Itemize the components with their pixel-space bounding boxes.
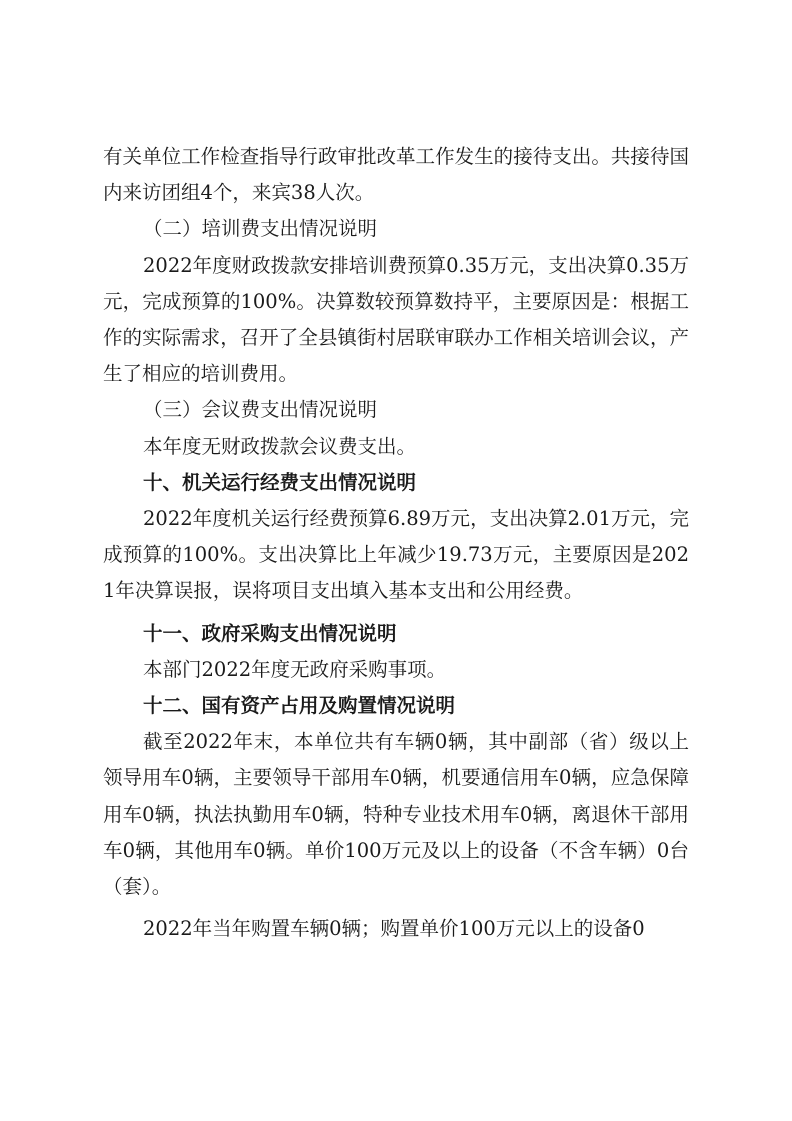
heading-section-11: 十一、政府采购支出情况说明 [143,621,397,645]
paragraph-section-12-vehicles: 截至2022年末，本单位共有车辆0辆，其中副部（省）级以上领导用车0辆，主要领导干部用车0辆，机要通信用车0辆，应急保障用车0辆，执法执勤用车0辆，特种专业技术用车0辆，离退休干部用车0辆，其他用车0辆。单价100万元及以上的设备（不含车辆）0台（套）。 [103,730,689,899]
paragraph-training-fee: 2022年度财政拨款安排培训费预算0.35万元，支出决算0.35万元，完成预算的100%。决算数较预算数持平，主要原因是：根据工作的实际需求，召开了全县镇街村居联审联办工作相关培训会议，产生了相应的培训费用。 [103,253,689,386]
subheading-training-fee: （二）培训费支出情况说明 [143,217,378,241]
paragraph-section-11: 本部门2022年度无政府采购事项。 [143,657,447,681]
paragraph-section-10: 2022年度机关运行经费预算6.89万元，支出决算2.01万元，完成预算的100%。支出决算比上年减少19.73万元，主要原因是2021年决算误报，误将项目支出填入基本支出和公用经费。 [103,507,689,603]
paragraph-section-12-purchases: 2022年当年购置车辆0辆；购置单价100万元以上的设备0 [143,917,645,941]
document-body [103,139,689,947]
heading-section-10: 十、机关运行经费支出情况说明 [143,470,417,494]
heading-section-12: 十二、国有资产占用及购置情况说明 [143,694,456,718]
paragraph-meeting-fee: 本年度无财政拨款会议费支出。 [143,434,417,458]
paragraph-reception-continued: 有关单位工作检查指导行政审批改革工作发生的接待支出。共接待国内来访团组4个，来宾38人次。 [103,145,689,205]
subheading-meeting-fee: （三）会议费支出情况说明 [143,398,378,422]
